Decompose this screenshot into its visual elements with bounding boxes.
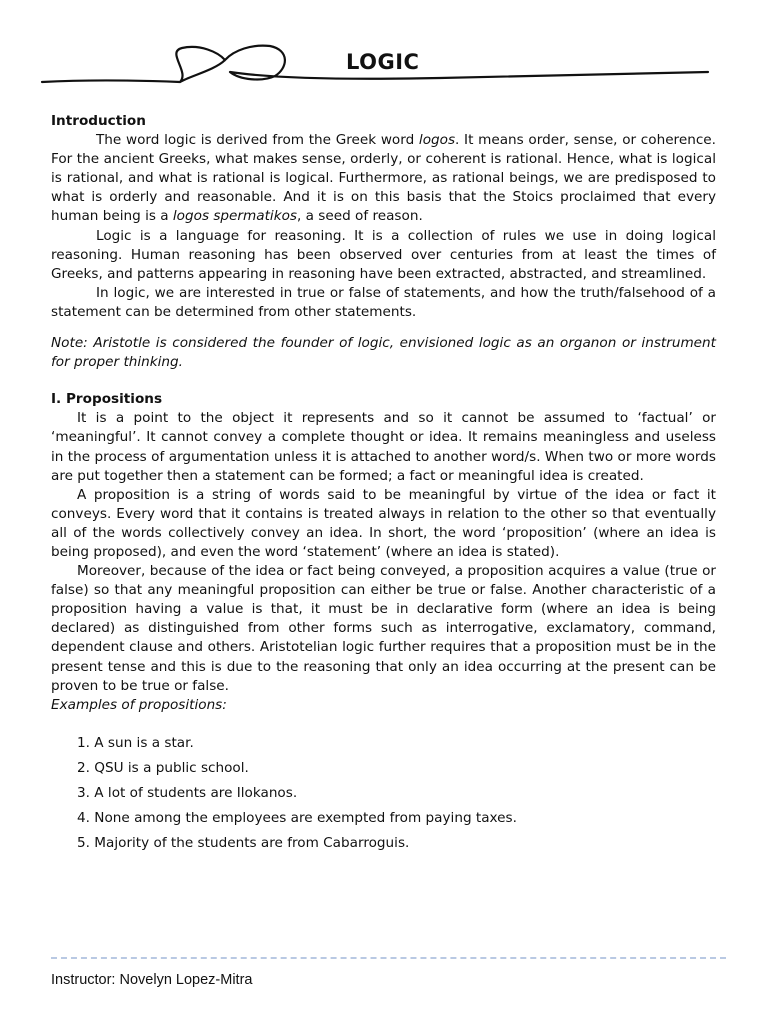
propositions-heading: I. Propositions xyxy=(51,391,163,408)
intro-heading: Introduction xyxy=(51,113,146,129)
propositions-paragraph-3: Moreover, because of the idea or fact being conveyed, a proposition acquires a value (true or false) so that any meaningful proposition can either be true or false. Another characteristic of a proposition having a value is that, it must be in declarative form (where an idea is being declared) as distinguished from other forms such as interrogative, exclamatory, command, dependent clause and others. Aristotelian logic further requires that a proposition must be in the present tense and this is due to the reasoning that only an idea occurring at the present can be proven to be true or false. xyxy=(51,563,716,694)
examples-list xyxy=(51,731,716,856)
list-item: 5. Majority of the students are from Cabarroguis. xyxy=(77,834,410,851)
note-paragraph: Note: Aristotle is considered the founder of logic, envisioned logic as an organon or instrument for proper thinking. xyxy=(51,335,716,371)
list-item: 4. None among the employees are exempted from paying taxes. xyxy=(77,809,517,826)
examples-label: Examples of propositions: xyxy=(51,696,227,713)
intro-paragraph-2: Logic is a language for reasoning. It is a collection of rules we use in doing logical reasoning. Human reasoning has been observed over centuries from at least the times of Greeks, and patterns appearing in reasoning have been extracted, abstracted, and streamlined. xyxy=(51,227,716,282)
page-header xyxy=(40,38,710,90)
footer-instructor: Instructor: Novelyn Lopez-Mitra xyxy=(51,972,253,988)
list-item: 3. A lot of students are Ilokanos. xyxy=(77,784,298,801)
intro-paragraph-3: In logic, we are interested in true or false of statements, and how the truth/falsehood of a statement can be determined from other statements. xyxy=(51,284,716,320)
list-item: 2. QSU is a public school. xyxy=(77,759,249,776)
list-item: 1. A sun is a star. xyxy=(77,734,194,751)
propositions-paragraph-1: It is a point to the object it represents and so it cannot be assumed to ‘factual’ or ‘meaningful’. It cannot convey a complete thought or idea. It remains meaningless and useless in the process of argumentation unless it is attached to another word/s. When two or more words are put together then a statement can be formed; a fact or meaningful idea is created. xyxy=(51,410,716,484)
propositions-paragraph-2: A proposition is a string of words said to be meaningful by virtue of the idea or fact it conveys. Every word that it contains is treated always in relation to the other so that eventually all of the words collectively convey an idea. In short, the word ‘proposition’ (where an idea is being proposed), and even the word ‘statement’ (where an idea is stated). xyxy=(51,486,716,560)
page-title: LOGIC xyxy=(346,50,420,74)
document-body xyxy=(51,112,716,856)
footer-divider xyxy=(51,957,726,959)
intro-paragraph-1: The word logic is derived from the Greek word logos. It means order, sense, or coherence. For the ancient Greeks, what makes sense, orderly, or coherent is rational. Hence, what is logical is rational, and what is rational is logical. Furthermore, as rational beings, we are predisposed to what is orderly and reasonable. And it is on this basis that the Stoics proclaimed that every human being is a logos spermatikos, a seed of reason. xyxy=(51,132,716,225)
